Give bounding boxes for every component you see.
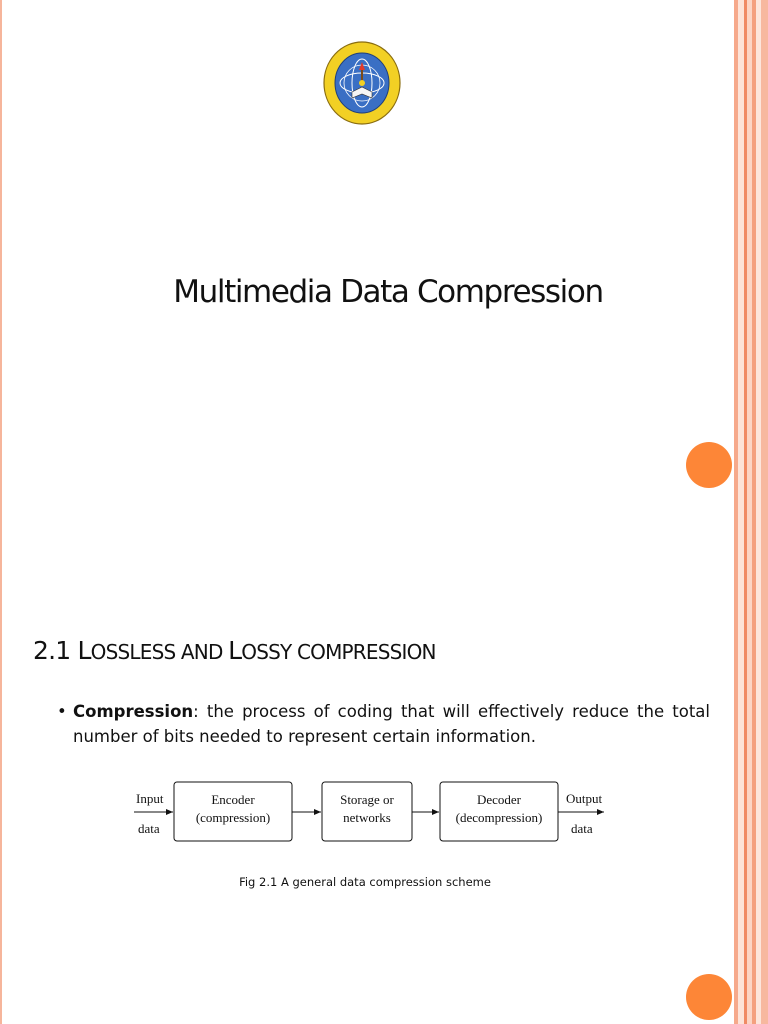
slide-2 bbox=[0, 512, 768, 1024]
bullet-compression-definition bbox=[58, 699, 710, 749]
compression-scheme-diagram bbox=[130, 778, 610, 850]
encoder-label: Encoder bbox=[211, 792, 255, 807]
output-sub-label: data bbox=[571, 821, 593, 836]
slide-left-border bbox=[0, 512, 2, 1024]
decoder-sub-label: (decompression) bbox=[455, 810, 543, 825]
output-label: Output bbox=[566, 791, 603, 806]
bullet-term: Compression bbox=[73, 702, 194, 721]
decorative-orange-dot bbox=[686, 442, 732, 488]
decorative-stripes bbox=[734, 0, 768, 512]
decorative-stripes bbox=[734, 512, 768, 1024]
slide-title: Multimedia Data Compression bbox=[173, 274, 603, 310]
storage-label: Storage or bbox=[340, 792, 394, 807]
heading-part: OSSY COMPRESSION bbox=[241, 640, 436, 664]
heading-part: L bbox=[228, 636, 242, 665]
decoder-label: Decoder bbox=[476, 792, 522, 807]
heading-part: L bbox=[77, 636, 91, 665]
figure-caption: Fig 2.1 A general data compression scheme bbox=[239, 875, 491, 889]
heading-part: OSSLESS AND bbox=[90, 640, 229, 664]
storage-sub-label: networks bbox=[343, 810, 391, 825]
slide-left-border bbox=[0, 0, 2, 512]
bullet-text: : the process of coding that will effectively reduce the total number of bits needed to represent certain information. bbox=[73, 702, 710, 746]
heading-number: 2.1 bbox=[33, 636, 71, 665]
section-heading bbox=[33, 636, 436, 665]
bullet-marker: • bbox=[57, 702, 67, 721]
input-sub-label: data bbox=[138, 821, 160, 836]
encoder-sub-label: (compression) bbox=[195, 810, 271, 825]
decorative-orange-dot bbox=[686, 974, 732, 1020]
input-label: Input bbox=[136, 791, 164, 806]
wollo-university-logo bbox=[322, 40, 402, 126]
